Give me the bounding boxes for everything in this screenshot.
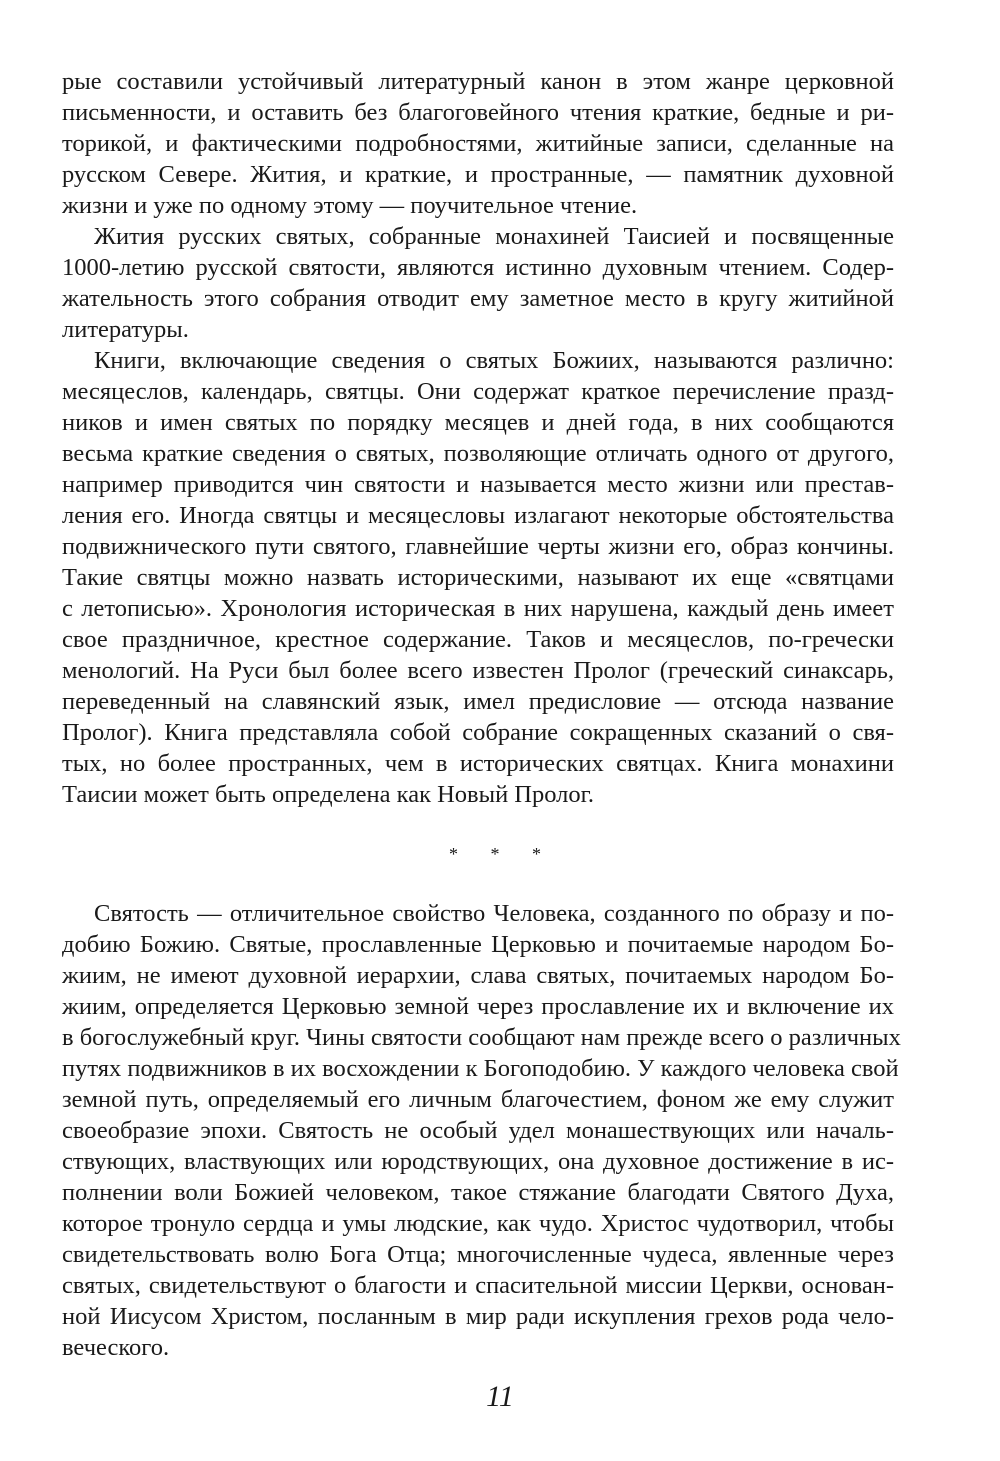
- text-line: своеобразие эпохи. Святость не особый удел монашествующих или началь-: [62, 1117, 894, 1144]
- paragraph-lives-of-saints: [62, 221, 894, 345]
- text-line: тых, но более пространных, чем в исторических святцах. Книга монахини: [62, 750, 894, 777]
- text-line: рые составили устойчивый литературный канон в этом жанре церковной: [62, 68, 894, 95]
- page-body: [62, 66, 901, 1361]
- text-line: Жития русских святых, собранные монахиней Таисией и посвященные: [94, 223, 894, 250]
- text-line: ников и имен святых по порядку месяцев и дней года, в них сообщаются: [62, 409, 894, 436]
- text-line: с летописью». Хронология историческая в них нарушена, каждый день имеет: [62, 595, 894, 622]
- text-line: Святость — отличительное свойство Человека, созданного по образу и по-: [94, 900, 894, 927]
- paragraph-books-about-saints: [62, 345, 894, 810]
- text-line: Книги, включающие сведения о святых Божиих, называются различно:: [94, 347, 894, 374]
- text-line: 1000-летию русской святости, являются истинно духовным чтением. Содер-: [62, 254, 894, 281]
- text-line: жиим, определяется Церковью земной через прославление их и включение их: [62, 993, 894, 1020]
- text-line: путях подвижников в их восхождении к Богоподобию. У каждого человека свой: [62, 1055, 899, 1082]
- text-line: веческого.: [62, 1334, 170, 1361]
- text-line: Такие святцы можно назвать историческими, называют их еще «святцами: [62, 564, 894, 591]
- text-line: русском Севере. Жития, и краткие, и пространные, — памятник духовной: [62, 161, 894, 188]
- text-line: жательность этого собрания отводит ему заметное место в кругу житийной: [62, 285, 894, 312]
- text-line: торикой, и фактическими подробностями, житийные записи, сделанные на: [62, 130, 894, 157]
- text-line: ления его. Иногда святцы и месяцесловы излагают некоторые обстоятельства: [62, 502, 894, 529]
- text-line: переведенный на славянский язык, имел предисловие — отсюда название: [62, 688, 894, 715]
- text-line: жиим, не имеют духовной иерархии, слава святых, почитаемых народом Бо-: [62, 962, 894, 989]
- text-line: Пролог). Книга представляла собой собрание сокращенных сказаний о свя-: [62, 719, 894, 746]
- text-line: письменности, и оставить без благоговейного чтения краткие, бедные и ри-: [62, 99, 894, 126]
- text-line: менологий. На Руси был более всего известен Пролог (греческий синаксарь,: [62, 657, 894, 684]
- text-line: свидетельствовать волю Бога Отца; многочисленные чудеса, явленные через: [62, 1241, 894, 1268]
- text-line: земной путь, определяемый его личным благочестием, фоном же ему служит: [62, 1086, 894, 1113]
- text-line: литературы.: [62, 316, 189, 343]
- paragraph-holiness: [62, 898, 901, 1363]
- text-line: Таисии может быть определена как Новый Пролог.: [62, 781, 595, 808]
- text-line: ствующих, властвующих или юродствующих, она духовное достижение в ис-: [62, 1148, 894, 1175]
- text-line: ной Иисусом Христом, посланным в мир ради искупления грехов рода чело-: [62, 1303, 894, 1330]
- text-line: весьма краткие сведения о святых, позволяющие отличать одного от другого,: [62, 440, 894, 467]
- text-line: месяцеслов, календарь, святцы. Они содержат краткое перечисление празд-: [62, 378, 894, 405]
- section-break-asterisks: * * *: [449, 844, 555, 864]
- text-line: которое тронуло сердца и умы людские, как чудо. Христос чудотворил, чтобы: [62, 1210, 894, 1237]
- text-line: например приводится чин святости и называется место жизни или престав-: [62, 471, 894, 498]
- text-line: свое праздничное, крестное содержание. Таков и месяцеслов, по-гречески: [62, 626, 894, 653]
- text-line: добию Божию. Святые, прославленные Церковью и почитаемые народом Бо-: [62, 931, 894, 958]
- text-line: святых, свидетельствуют о благости и спасительной миссии Церкви, основан-: [62, 1272, 894, 1299]
- paragraph-continuation: [62, 66, 894, 221]
- text-line: жизни и уже по одному этому — поучительное чтение.: [62, 192, 638, 219]
- page-number: 11: [486, 1380, 514, 1413]
- text-line: полнении воли Божией человеком, такое стяжание благодати Святого Духа,: [62, 1179, 894, 1206]
- text-line: в богослужебный круг. Чины святости сообщают нам прежде всего о различных: [62, 1024, 901, 1051]
- text-line: подвижнического пути святого, главнейшие черты жизни его, образ кончины.: [62, 533, 894, 560]
